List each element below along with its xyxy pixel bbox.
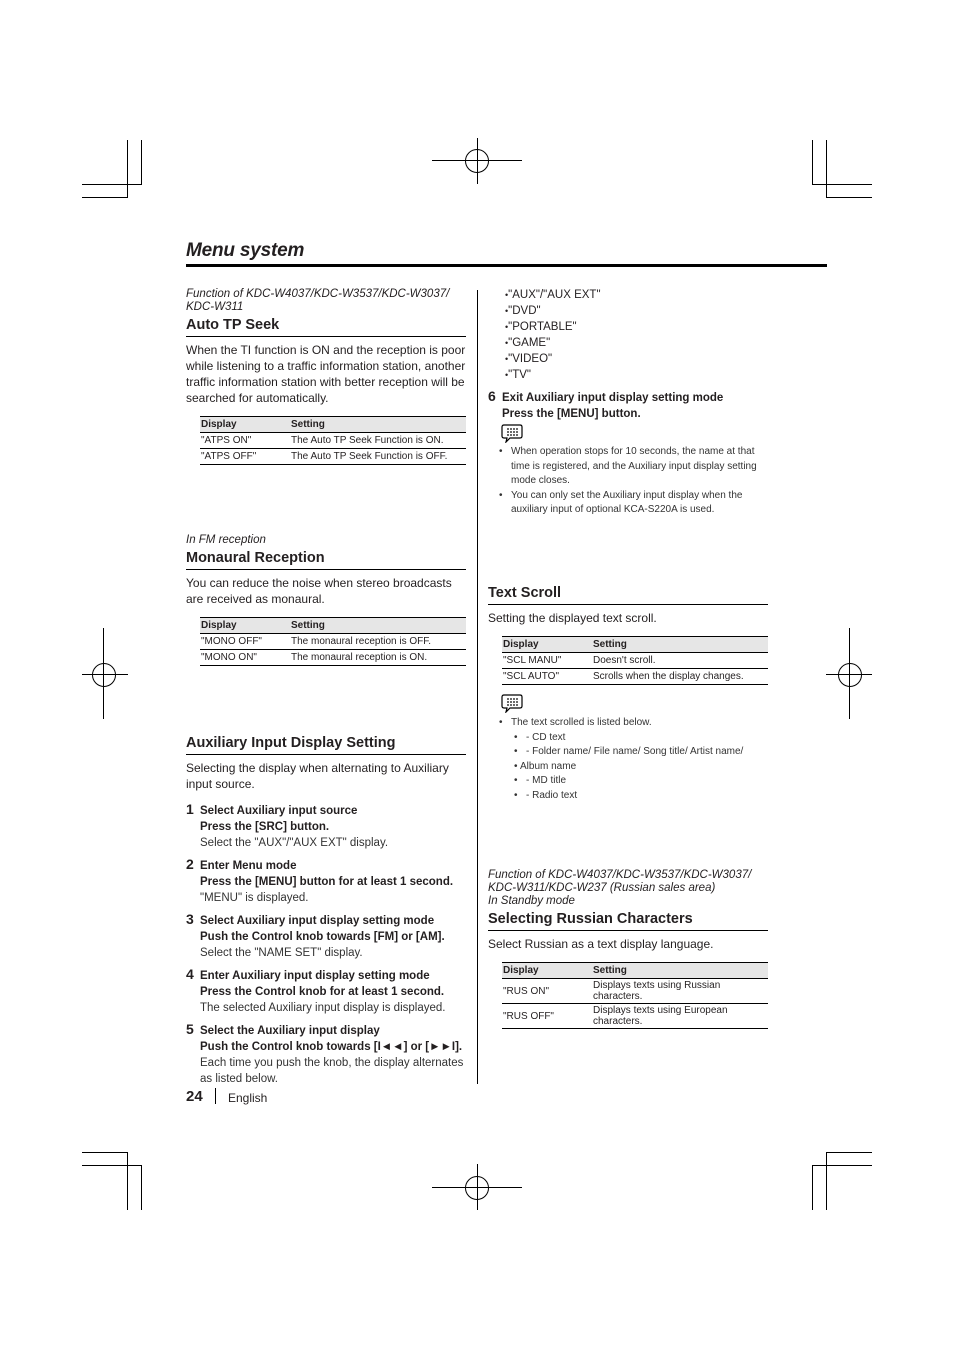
table-cell: "SCL AUTO": [502, 669, 592, 685]
step-action: Press the [SRC] button.: [200, 821, 330, 833]
page-number: 24: [186, 1088, 203, 1105]
list-item: • "VIDEO": [505, 351, 601, 367]
step-description: "MENU" is displayed.: [200, 892, 309, 904]
section-heading: Selecting Russian Characters: [488, 911, 768, 931]
table-header-display: Display: [502, 963, 592, 979]
table-cell: "SCL MANU": [502, 653, 592, 669]
aux-notes: [499, 445, 769, 518]
table-cell: The monaural reception is OFF.: [290, 634, 466, 650]
step-number: 5: [186, 1021, 194, 1037]
table-header-setting: Setting: [290, 417, 466, 433]
list-item: • "TV": [505, 367, 601, 383]
step-title: Select Auxiliary input source: [200, 805, 358, 817]
step-number: 3: [186, 911, 194, 927]
list-item: • "PORTABLE": [505, 319, 601, 335]
settings-table: [502, 636, 768, 685]
settings-table: [200, 416, 466, 465]
step-number: 4: [186, 966, 194, 982]
step-description: The selected Auxiliary input display is displayed.: [200, 1002, 446, 1014]
section-body: When the TI function is ON and the reception is poor while listening to a traffic information station, another traffic information station with better reception will be searched for automatically.: [186, 343, 466, 405]
table-row: [502, 669, 768, 685]
table-row: [502, 653, 768, 669]
table-cell: "RUS ON": [502, 979, 592, 1004]
note-item: • You can only set the Auxiliary input display when the auxiliary input of optional KCA-S220A is used.: [499, 489, 769, 518]
note-item: • When operation stops for 10 seconds, the name at that time is registered, and the Auxiliary input display setting mode closes.: [499, 445, 769, 489]
scrolled-items: [511, 731, 769, 804]
section-body: Setting the displayed text scroll.: [488, 611, 657, 625]
step-description: Select the "NAME SET" display.: [200, 947, 363, 959]
mode-note: In FM reception: [186, 534, 266, 546]
page-title: Menu system: [186, 240, 305, 261]
table-header-display: Display: [200, 618, 290, 634]
table-header-display: Display: [502, 637, 592, 653]
list-item: • Album name: [514, 760, 769, 775]
section-heading: Auxiliary Input Display Setting: [186, 735, 466, 755]
note-icon: [501, 693, 523, 713]
table-cell: The Auto TP Seek Function is ON.: [290, 433, 466, 449]
display-options-list: [505, 287, 601, 383]
page-language: English: [228, 1091, 268, 1105]
step-action: Press the [MENU] button.: [502, 408, 641, 420]
step-action: Press the [MENU] button for at least 1 second.: [200, 876, 454, 888]
step-action: Press the Control knob for at least 1 second.: [200, 986, 445, 998]
step-number: 2: [186, 856, 194, 872]
list-item: • - MD title: [514, 774, 769, 789]
step-action: Push the Control knob towards [FM] or [AM].: [200, 931, 445, 943]
section-heading: Auto TP Seek: [186, 317, 466, 337]
table-row: [200, 650, 466, 666]
list-item: • - Radio text: [514, 789, 769, 804]
table-cell: Displays texts using European characters.: [592, 1004, 768, 1029]
table-header-setting: Setting: [592, 963, 768, 979]
step-title: Select Auxiliary input display setting mode: [200, 915, 435, 927]
list-item: • "DVD": [505, 303, 601, 319]
step-title: Enter Menu mode: [200, 860, 297, 872]
table-cell: "ATPS OFF": [200, 449, 290, 465]
section-heading: Text Scroll: [488, 585, 768, 605]
table-cell: "ATPS ON": [200, 433, 290, 449]
list-item: • - Folder name/ File name/ Song title/ Artist name/: [514, 745, 769, 760]
table-row: [502, 1004, 768, 1029]
table-cell: "MONO OFF": [200, 634, 290, 650]
model-note: Function of KDC-W4037/KDC-W3537/KDC-W3037/: [488, 869, 752, 881]
step-number: 6: [488, 388, 496, 404]
step-description: as listed below.: [200, 1073, 278, 1085]
step-number: 1: [186, 801, 194, 817]
section-body: Selecting the display when alternating to Auxiliary input source.: [186, 761, 449, 791]
table-cell: Displays texts using Russian characters.: [592, 979, 768, 1004]
table-header-setting: Setting: [290, 618, 466, 634]
note-intro: The text scrolled is listed below.: [511, 717, 652, 728]
column-divider: [477, 290, 478, 1084]
section-heading: Monaural Reception: [186, 550, 466, 570]
section-body: You can reduce the noise when stereo broadcasts are received as monaural.: [186, 576, 452, 606]
table-cell: "RUS OFF": [502, 1004, 592, 1029]
list-item: • - CD text: [514, 731, 769, 746]
table-header-setting: Setting: [592, 637, 768, 653]
table-cell: Scrolls when the display changes.: [592, 669, 768, 685]
section-body: Select Russian as a text display language.: [488, 937, 714, 951]
step-action: Push the Control knob towards [I◄◄] or [►►I].: [200, 1041, 463, 1053]
step-description: Each time you push the knob, the display alternates: [200, 1057, 464, 1069]
table-cell: The monaural reception is ON.: [290, 650, 466, 666]
table-cell: "MONO ON": [200, 650, 290, 666]
mode-note: In Standby mode: [488, 895, 575, 907]
table-row: [200, 449, 466, 465]
page-number-divider: [215, 1088, 216, 1104]
table-row: [200, 433, 466, 449]
step-title: Select the Auxiliary input display: [200, 1025, 380, 1037]
model-note: Function of KDC-W4037/KDC-W3537/KDC-W3037/ KDC-W311: [186, 288, 450, 313]
note-icon: [501, 423, 523, 443]
step-title: Enter Auxiliary input display setting mode: [200, 970, 430, 982]
model-note: KDC-W311/KDC-W237 (Russian sales area): [488, 882, 716, 894]
note-item: [499, 716, 769, 803]
list-item: • "GAME": [505, 335, 601, 351]
settings-table: [200, 617, 466, 666]
table-cell: The Auto TP Seek Function is OFF.: [290, 449, 466, 465]
table-header-display: Display: [200, 417, 290, 433]
table-cell: Doesn't scroll.: [592, 653, 768, 669]
step-description: Select the "AUX"/"AUX EXT" display.: [200, 837, 389, 849]
settings-table: [502, 962, 768, 1029]
text-scroll-notes: [499, 716, 769, 803]
table-row: [200, 634, 466, 650]
title-rule: [186, 264, 827, 267]
table-row: [502, 979, 768, 1004]
list-item: • "AUX"/"AUX EXT": [505, 287, 601, 303]
step-title: Exit Auxiliary input display setting mode: [502, 392, 724, 404]
